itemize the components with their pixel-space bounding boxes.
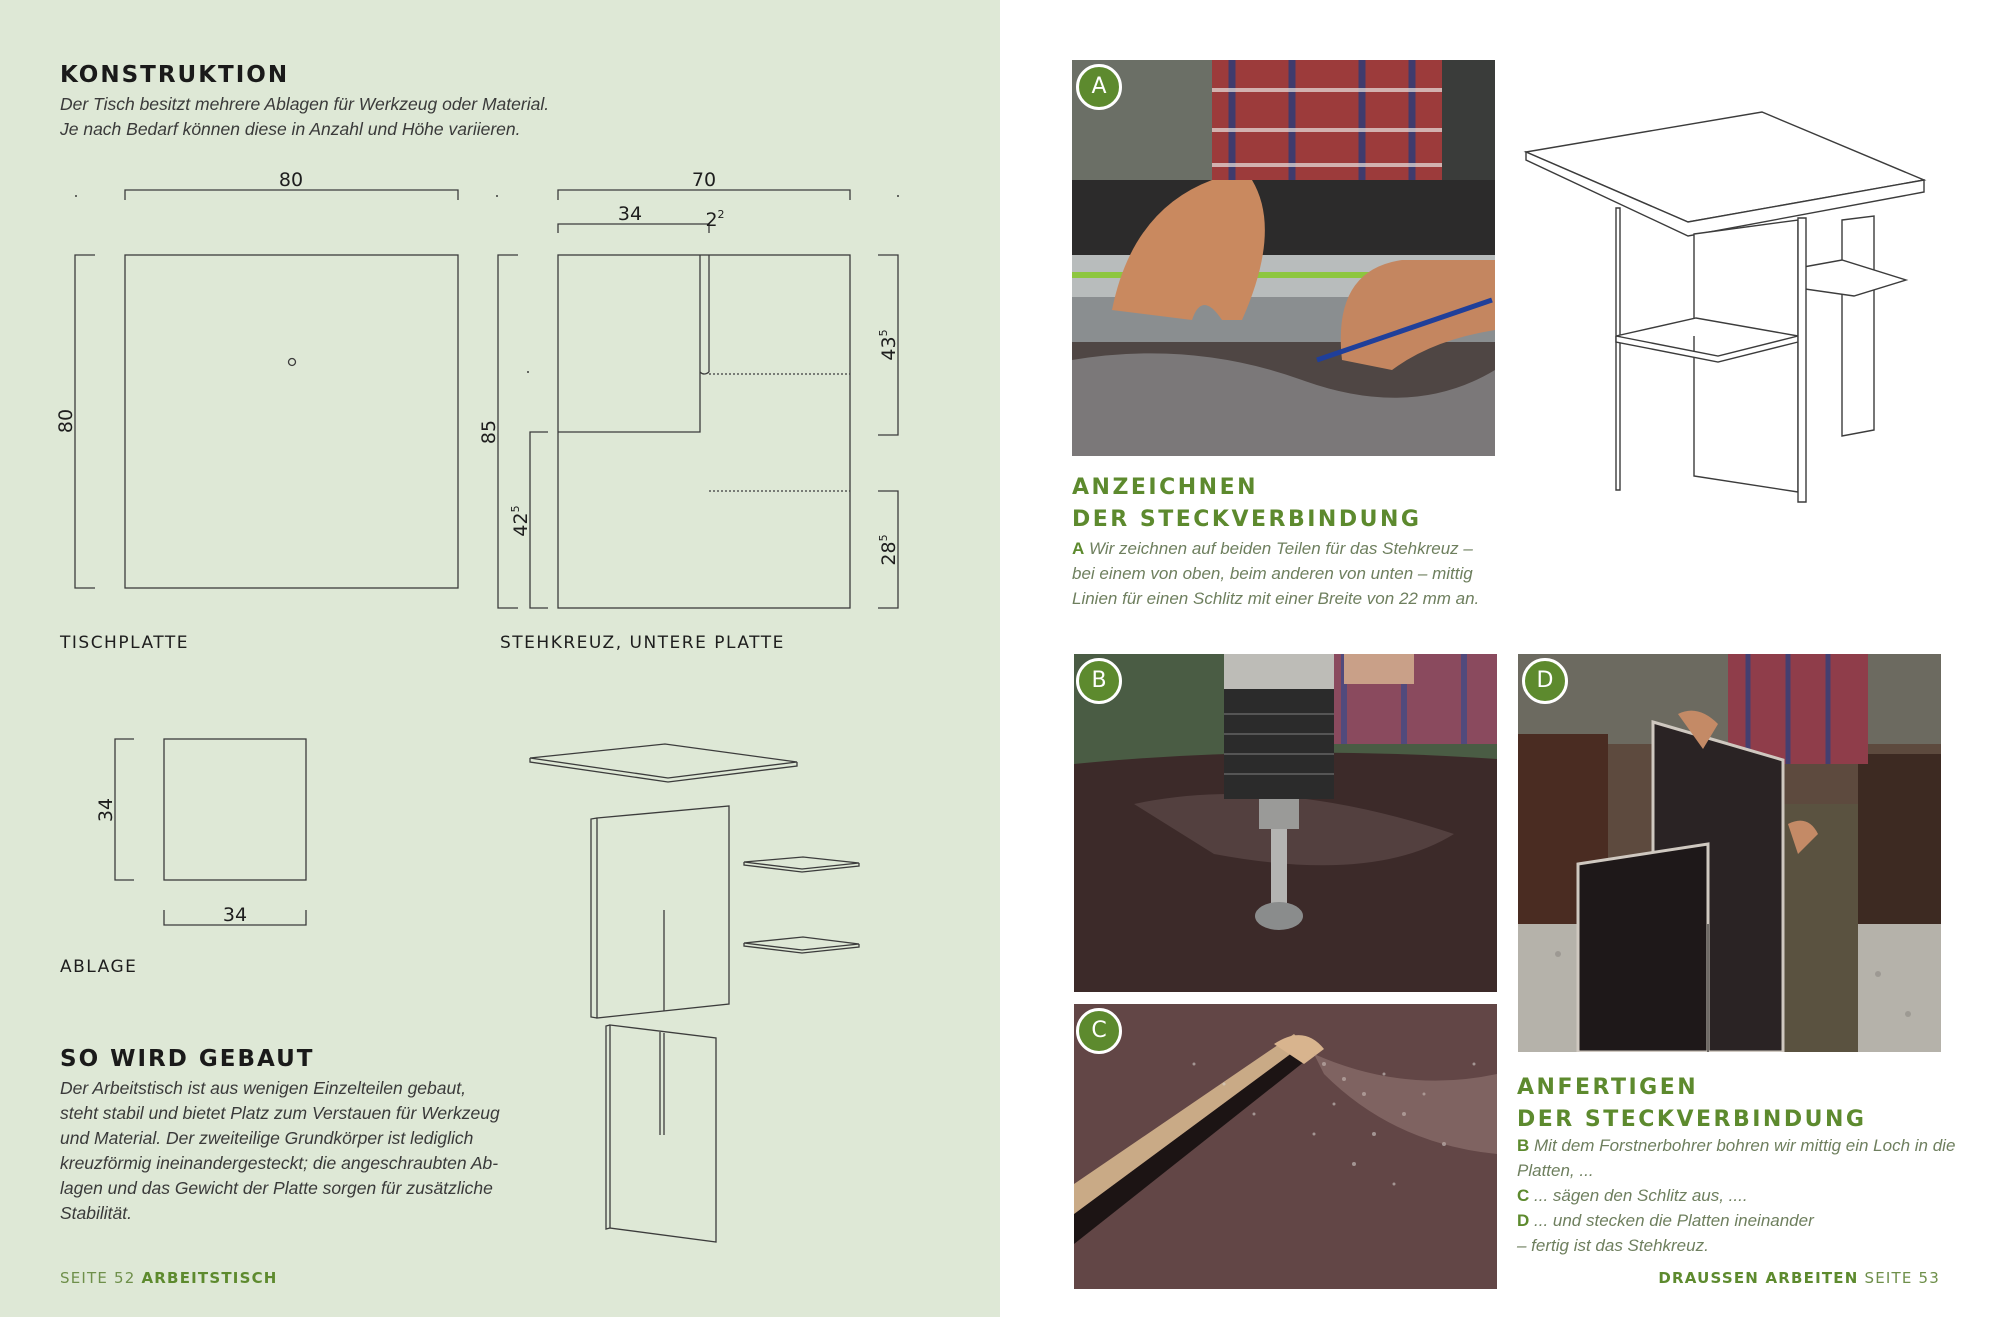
shelf-label: ABLAGE (60, 957, 138, 977)
dim-cross-lower-sup: 5 (509, 505, 522, 513)
left-footer (60, 1269, 278, 1287)
tabletop-outline (125, 255, 458, 588)
dim-tabletop-height: 80 (55, 408, 77, 434)
shelf-outline (164, 739, 306, 880)
ref-dot (75, 195, 77, 197)
dim-shelf-height: 34 (95, 797, 117, 823)
marking-line-text: Wir zeichnen auf beiden Teilen für das Stehkreuz – (1084, 539, 1473, 558)
exploded-top-plate (530, 744, 797, 782)
photo-marking (1072, 60, 1495, 456)
step-b-text: Mit dem Forstnerbohrer bohren wir mittig ein Loch in die (1529, 1136, 1956, 1155)
dim-cross-height: 85 (478, 419, 500, 445)
photo-sawing (1074, 1004, 1497, 1289)
build-heading: SO WIRD GEBAUT (60, 1046, 315, 1072)
step-d-text: ... und stecken die Platten ineinander (1529, 1211, 1814, 1230)
making-line: Platten, ... (1517, 1161, 1594, 1180)
right-footer (1658, 1269, 1940, 1287)
build-line: lagen und das Gewicht der Platte sorgen für zusätzliche (60, 1178, 493, 1198)
making-line (1517, 1208, 1955, 1233)
build-line: Stabilität. (60, 1203, 132, 1223)
making-line (1517, 1183, 1955, 1208)
dim-line-tabletop-width (125, 190, 458, 200)
cross-slot-round (700, 372, 709, 374)
construction-line: Der Tisch besitzt mehrere Ablagen für Werkzeug oder Material. (60, 94, 550, 114)
exploded-shelf-2 (744, 937, 859, 953)
ref-dot (527, 371, 529, 373)
tabletop-label: TISCHPLATTE (60, 633, 189, 653)
photo-assembling (1518, 654, 1941, 1052)
ref-dot (496, 195, 498, 197)
photo-drilling (1074, 654, 1497, 992)
table-leg-front (1616, 208, 1620, 490)
left-section-title: ARBEITSTISCH (141, 1269, 278, 1287)
badge-a: A (1076, 64, 1122, 110)
making-line (1517, 1133, 1955, 1158)
dim-cross-right-top-sup: 5 (877, 329, 890, 337)
table-top-surface (1526, 112, 1924, 222)
construction-line: Je nach Bedarf können diese in Anzahl und Höhe variieren. (60, 119, 521, 139)
construction-heading: KONSTRUKTION (60, 62, 290, 88)
dim-cross-width: 70 (691, 169, 717, 191)
step-c-text: ... sägen den Schlitz aus, .... (1529, 1186, 1748, 1205)
making-heading-line2: DER STECKVERBINDUNG (1517, 1107, 1867, 1132)
dim-shelf-width: 34 (222, 904, 248, 926)
table-leg-back (1842, 216, 1874, 436)
marking-heading-line1: ANZEICHNEN (1072, 475, 1259, 500)
table-leg-side (1798, 218, 1806, 502)
marking-heading (1072, 472, 1421, 536)
build-line: und Material. Der zweiteilige Grundkörper ist lediglich (60, 1128, 474, 1148)
badge-b: B (1076, 658, 1122, 704)
marking-line (1072, 536, 1479, 561)
making-heading-line1: ANFERTIGEN (1517, 1075, 1699, 1100)
build-text (60, 1076, 500, 1226)
dim-cross-right-bottom-value: 28 (878, 541, 900, 566)
marking-heading-line2: DER STECKVERBINDUNG (1072, 507, 1422, 532)
cross-slot (558, 255, 700, 432)
making-heading (1517, 1072, 1866, 1136)
ref-dot (897, 195, 899, 197)
build-line: Der Arbeitstisch ist aus wenigen Einzelteilen gebaut, (60, 1078, 466, 1098)
step-c-label: C (1517, 1186, 1530, 1205)
badge-c: C (1076, 1008, 1122, 1054)
making-caption (1517, 1133, 1955, 1258)
dim-tabletop-width: 80 (278, 169, 304, 191)
dim-cross-right-top (877, 329, 900, 360)
dim-line-cross-height (498, 255, 518, 608)
dim-cross-right-bottom (877, 534, 900, 565)
marking-step-label: A (1072, 539, 1085, 558)
right-page-number: SEITE 53 (1864, 1269, 1940, 1287)
build-line: kreuzförmig ineinandergesteckt; die angeschraubten Ab- (60, 1153, 499, 1173)
marking-line: bei einem von oben, beim anderen von unten – mittig (1072, 564, 1473, 583)
making-line: – fertig ist das Stehkreuz. (1517, 1236, 1709, 1255)
badge-d: D (1522, 658, 1568, 704)
right-page (1000, 0, 2000, 1317)
build-line: steht stabil und bietet Platz zum Verstauen für Werkzeug (60, 1103, 500, 1123)
dim-cross-slot-sup: 2 (717, 208, 725, 221)
dim-cross-right-bottom-sup: 5 (877, 534, 890, 542)
exploded-lower-cross (606, 1025, 716, 1242)
dim-cross-lower-value: 42 (510, 512, 532, 537)
right-section-title: DRAUSSEN ARBEITEN (1658, 1269, 1859, 1287)
dim-line-cross-lower (530, 432, 548, 608)
dim-line-cross-width (558, 190, 850, 200)
dim-line-cross-left (558, 224, 700, 233)
dim-cross-slot-value: 2 (705, 209, 718, 231)
dim-cross-left: 34 (617, 203, 643, 225)
cross-label: STEHKREUZ, UNTERE PLATTE (500, 633, 785, 653)
exploded-upper-cross (591, 806, 729, 1018)
step-d-label: D (1517, 1211, 1530, 1230)
table-illustration (1520, 100, 1940, 520)
exploded-shelf-1 (744, 857, 859, 872)
dim-line-shelf-height (115, 739, 134, 880)
marking-caption (1072, 536, 1479, 611)
dim-cross-slot (705, 208, 724, 231)
table-shelf-right (1798, 260, 1906, 296)
step-b-label: B (1517, 1136, 1530, 1155)
marking-line: Linien für einen Schlitz mit einer Breite von 22 mm an. (1072, 589, 1480, 608)
left-page-number: SEITE 52 (60, 1269, 136, 1287)
dim-cross-right-top-value: 43 (878, 336, 900, 361)
tabletop-center-hole (289, 359, 296, 366)
dim-cross-lower (509, 505, 532, 536)
dim-line-tabletop-height (75, 255, 95, 588)
